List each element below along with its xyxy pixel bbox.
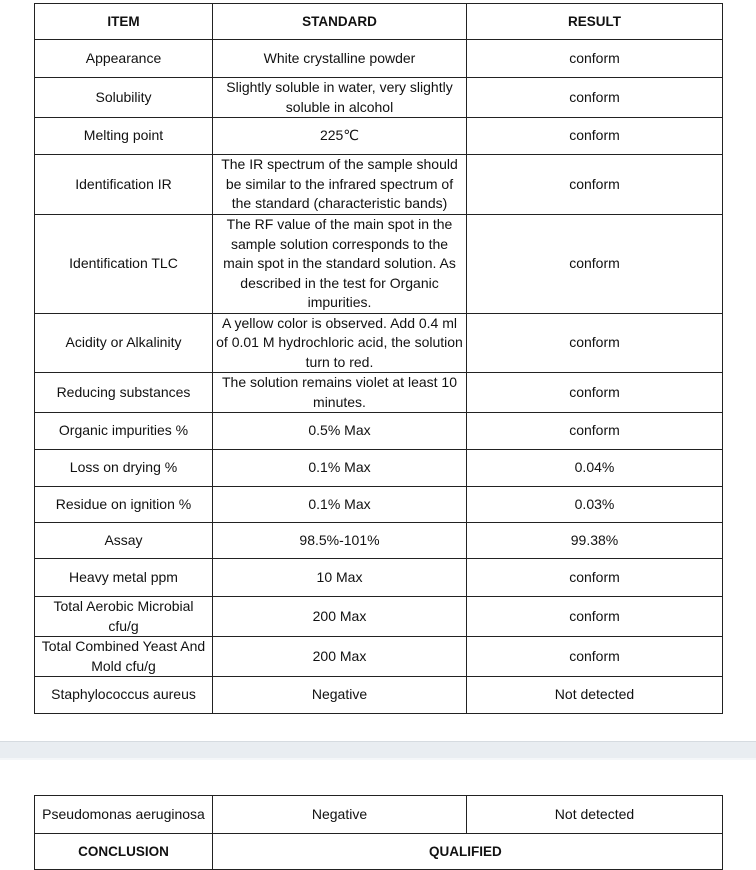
result-cell: conform [467, 313, 723, 373]
result-cell: 0.04% [467, 450, 723, 487]
conclusion-row [35, 834, 723, 870]
table-row [35, 597, 723, 637]
result-cell: conform [467, 413, 723, 450]
coa-table [34, 3, 723, 714]
standard-cell: 0.1% Max [213, 487, 467, 523]
result-cell: conform [467, 597, 723, 637]
table-row [35, 313, 723, 373]
header-result: RESULT [467, 4, 723, 40]
table-row [35, 373, 723, 413]
standard-cell: 0.5% Max [213, 413, 467, 450]
result-cell: conform [467, 637, 723, 677]
item-cell: Total Aerobic Microbial cfu/g [35, 597, 213, 637]
item-cell: Identification TLC [35, 215, 213, 314]
result-cell: conform [467, 118, 723, 155]
item-cell: Assay [35, 523, 213, 559]
table-row [35, 559, 723, 597]
table-row [35, 118, 723, 155]
result-cell: conform [467, 40, 723, 78]
standard-cell: Negative [213, 796, 467, 834]
item-cell: Melting point [35, 118, 213, 155]
table-row [35, 155, 723, 215]
table-row [35, 523, 723, 559]
standard-cell: 225℃ [213, 118, 467, 155]
result-cell: conform [467, 155, 723, 215]
standard-cell: A yellow color is observed. Add 0.4 ml of 0.01 M hydrochloric acid, the solution turn to red. [213, 313, 467, 373]
coa-table-continued [34, 795, 723, 870]
item-cell: Residue on ignition % [35, 487, 213, 523]
item-cell: Acidity or Alkalinity [35, 313, 213, 373]
table-row [35, 215, 723, 314]
conclusion-value: QUALIFIED [213, 834, 723, 870]
item-cell: Pseudomonas aeruginosa [35, 796, 213, 834]
table-row [35, 40, 723, 78]
page-break-edge [0, 758, 756, 760]
table-row [35, 487, 723, 523]
table-row [35, 413, 723, 450]
header-row [35, 4, 723, 40]
result-cell: conform [467, 215, 723, 314]
result-cell: 0.03% [467, 487, 723, 523]
standard-cell: White crystalline powder [213, 40, 467, 78]
table-row [35, 796, 723, 834]
table-row [35, 78, 723, 118]
item-cell: Total Combined Yeast And Mold cfu/g [35, 637, 213, 677]
conclusion-label: CONCLUSION [35, 834, 213, 870]
item-cell: Loss on drying % [35, 450, 213, 487]
table-row [35, 450, 723, 487]
item-cell: Staphylococcus aureus [35, 677, 213, 714]
item-cell: Solubility [35, 78, 213, 118]
standard-cell: The RF value of the main spot in the sample solution corresponds to the main spot in the standard solution. As described in the test for Organic impurities. [213, 215, 467, 314]
standard-cell: 200 Max [213, 597, 467, 637]
table-row [35, 637, 723, 677]
standard-cell: Slightly soluble in water, very slightly soluble in alcohol [213, 78, 467, 118]
header-item: ITEM [35, 4, 213, 40]
item-cell: Organic impurities % [35, 413, 213, 450]
standard-cell: The IR spectrum of the sample should be similar to the infrared spectrum of the standard (characteristic bands) [213, 155, 467, 215]
header-standard: STANDARD [213, 4, 467, 40]
item-cell: Identification IR [35, 155, 213, 215]
result-cell: conform [467, 559, 723, 597]
standard-cell: 200 Max [213, 637, 467, 677]
item-cell: Appearance [35, 40, 213, 78]
item-cell: Heavy metal ppm [35, 559, 213, 597]
standard-cell: The solution remains violet at least 10 minutes. [213, 373, 467, 413]
result-cell: Not detected [467, 796, 723, 834]
standard-cell: Negative [213, 677, 467, 714]
standard-cell: 10 Max [213, 559, 467, 597]
standard-cell: 0.1% Max [213, 450, 467, 487]
result-cell: 99.38% [467, 523, 723, 559]
result-cell: Not detected [467, 677, 723, 714]
result-cell: conform [467, 373, 723, 413]
result-cell: conform [467, 78, 723, 118]
item-cell: Reducing substances [35, 373, 213, 413]
table-row [35, 677, 723, 714]
standard-cell: 98.5%-101% [213, 523, 467, 559]
